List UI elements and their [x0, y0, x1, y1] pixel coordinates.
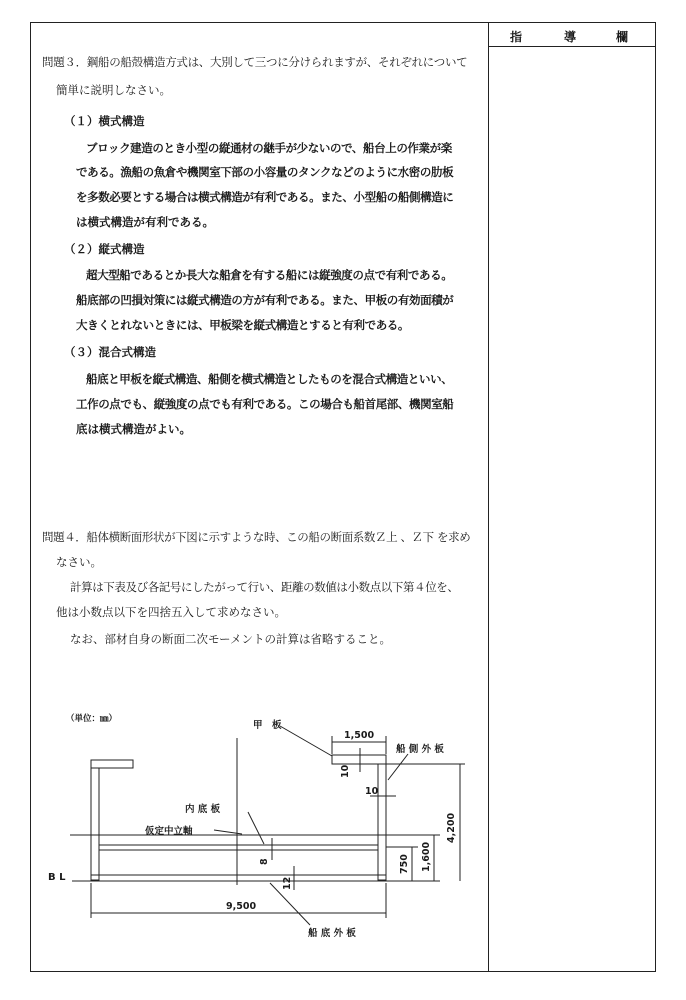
q3-section-line: 底は横式構造がよい。 — [76, 422, 191, 436]
q3-section-line: は横式構造が有利である。 — [76, 215, 214, 229]
q3-section-line: 大きくとれないときには、甲板梁を縦式構造とすると有利である。 — [76, 318, 409, 332]
left-deck-plate — [91, 760, 133, 768]
q4-prompt-line2: なさい。 — [56, 555, 102, 569]
unit-label: （単位：㎜） — [66, 714, 118, 724]
q3-section-line: 超大型船であるとか長大な船倉を有する船には縦強度の点で有利である。 — [86, 268, 453, 282]
leader-neutral-axis — [214, 830, 242, 834]
left-side-shell — [91, 768, 99, 880]
dim-4200-label: 4,200 — [446, 812, 457, 843]
q4-prompt-line4: 他は小数点以下を四捨五入して求めなさい。 — [56, 605, 286, 619]
neutral-axis-label: 仮定中立軸 — [145, 826, 193, 837]
dim-1500-label: 1,500 — [344, 730, 375, 741]
guide-header-char: 欄 — [616, 30, 629, 44]
guide-header-char: 指 — [510, 30, 523, 44]
dim-10-side-label: 10 — [365, 786, 379, 797]
q3-section-line: 船底部の凹損対策には縦式構造の方が有利である。また、甲板の有効面積が — [76, 293, 454, 307]
dim-12-label: 12 — [282, 876, 293, 890]
q4-prompt-line3: 計算は下表及び各記号にしたがって行い、距離の数値は小数点以下第４位を、 — [70, 580, 459, 594]
dim-1600-label: 1,600 — [421, 841, 432, 872]
right-side-shell — [378, 764, 386, 880]
inner-bottom-label: 内 底 板 — [185, 804, 221, 815]
q3-section-heading: （３）混合式構造 — [64, 345, 156, 359]
q3-section-line: 船底と甲板を縦式構造、船側を横式構造としたものを混合式構造といい、 — [86, 372, 453, 386]
leader-inner-bottom — [248, 812, 264, 844]
deck-plate — [332, 755, 386, 764]
q4-prompt-line5: なお、部材自身の断面二次モーメントの計算は省略すること。 — [70, 632, 391, 646]
q3-prompt-line2: 簡単に説明しなさい。 — [56, 83, 171, 97]
q3-prompt-line1: 問題３．鋼船の船殻構造方式は、大別して三つに分けられますが、それぞれについて — [42, 55, 468, 69]
leader-deck — [280, 726, 332, 756]
q3-section-line: 工作の点でも、縦強度の点でも有利である。この場合も船首尾部、機関室船 — [76, 397, 454, 411]
deck-label: 甲 板 — [253, 720, 282, 731]
q4-prompt-line1: 問題４．船体横断面形状が下図に示すような時、この船の断面系数Ｚ上 、Ｚ下 を求め — [42, 530, 471, 544]
guide-header-char: 導 — [564, 30, 577, 44]
q3-section-line: を多数必要とする場合は横式構造が有利である。また、小型船の船側構造に — [76, 190, 454, 204]
dim-8-label: 8 — [259, 858, 270, 865]
q3-section-line: ブロック建造のとき小型の縦通材の継手が少ないので、船台上の作業が楽 — [86, 141, 452, 155]
q3-section-heading: （１）横式構造 — [64, 114, 145, 128]
baseline-label: B L — [48, 872, 66, 883]
q3-section-line: である。漁船の魚倉や機関室下部の小容量のタンクなどのように水密の肋板 — [76, 165, 454, 179]
q3-section-heading: （２）縦式構造 — [64, 242, 145, 256]
dim-9500-label: 9,500 — [226, 901, 257, 912]
side-shell-label: 船 側 外 板 — [396, 744, 444, 755]
leader-side-shell — [388, 754, 408, 780]
inner-bottom-plate — [99, 845, 378, 850]
dim-750-label: 750 — [399, 854, 410, 874]
dim-10-deck-label: 10 — [340, 764, 351, 778]
bottom-shell-plate — [91, 875, 386, 881]
bottom-shell-label: 船 底 外 板 — [308, 928, 356, 939]
